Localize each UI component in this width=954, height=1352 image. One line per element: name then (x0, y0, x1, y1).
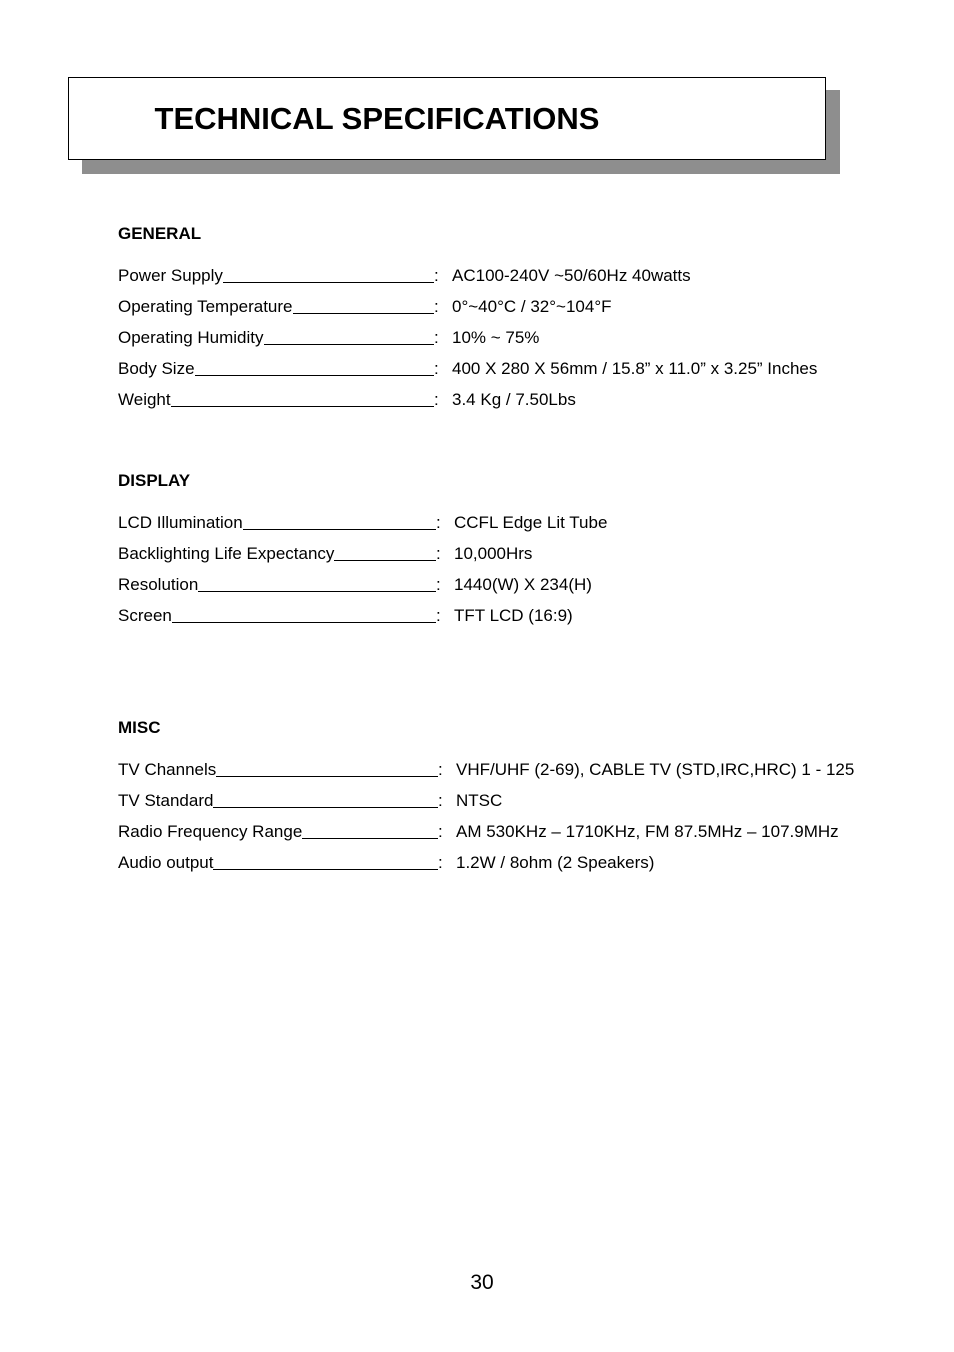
spec-label: Operating Temperature (118, 297, 293, 316)
title-box (68, 77, 826, 160)
separator: : (436, 606, 441, 625)
spec-row (118, 317, 817, 348)
separator: : (438, 760, 443, 779)
spec-value: AM 530KHz – 1710KHz, FM 87.5MHz – 107.9MHz (456, 822, 839, 841)
spec-value: 10,000Hrs (454, 544, 533, 563)
spec-row (118, 811, 854, 842)
spec-value: NTSC (456, 791, 503, 810)
leader-line (195, 375, 434, 376)
spec-row (118, 595, 607, 626)
spec-label: Audio output (118, 853, 214, 872)
spec-label: Weight (118, 390, 171, 409)
spec-label: Backlighting Life Expectancy (118, 544, 335, 563)
spec-row (118, 255, 817, 286)
spec-label: TV Channels (118, 760, 217, 779)
separator: : (438, 791, 443, 810)
spec-label: Operating Humidity (118, 328, 264, 347)
spec-value: CCFL Edge Lit Tube (454, 513, 608, 532)
spec-value: 1440(W) X 234(H) (454, 575, 592, 594)
spec-label: Resolution (118, 575, 199, 594)
separator: : (438, 853, 443, 872)
spec-row (118, 348, 817, 379)
leader-line (172, 622, 436, 623)
spec-row (118, 502, 607, 533)
spec-label: Screen (118, 606, 172, 625)
page-title: TECHNICAL SPECIFICATIONS (154, 100, 600, 136)
separator: : (434, 297, 439, 316)
separator: : (436, 513, 441, 532)
spec-value: 0°~40°C / 32°~104°F (452, 297, 612, 316)
spec-row (118, 533, 607, 564)
page-number: 30 (470, 1271, 494, 1294)
separator: : (434, 359, 439, 378)
section-misc (118, 718, 854, 873)
separator: : (434, 266, 439, 285)
section-heading: MISC (118, 718, 161, 737)
separator: : (436, 544, 441, 563)
leader-line (223, 282, 434, 283)
leader-line (264, 344, 434, 345)
spec-value: TFT LCD (16:9) (454, 606, 573, 625)
spec-label: Power Supply (118, 266, 223, 285)
spec-value: 1.2W / 8ohm (2 Speakers) (456, 853, 655, 872)
leader-line (293, 313, 434, 314)
spec-row (118, 286, 817, 317)
spec-value: 400 X 280 X 56mm / 15.8” x 11.0” x 3.25” Inches (452, 359, 818, 378)
separator: : (436, 575, 441, 594)
leader-line (243, 529, 436, 530)
spec-value: VHF/UHF (2-69), CABLE TV (STD,IRC,HRC) 1 - 125 (456, 760, 855, 779)
leader-line (213, 869, 438, 870)
spec-row (118, 749, 854, 780)
separator: : (438, 822, 443, 841)
spec-row (118, 379, 817, 410)
separator: : (434, 390, 439, 409)
spec-label: LCD Illumination (118, 513, 243, 532)
leader-line (216, 776, 438, 777)
spec-label: TV Standard (118, 791, 214, 810)
leader-line (171, 406, 434, 407)
section-heading: DISPLAY (118, 471, 191, 490)
spec-row (118, 780, 854, 811)
spec-row (118, 842, 854, 873)
spec-row (118, 564, 607, 595)
section-heading: GENERAL (118, 224, 202, 243)
spec-value: 10% ~ 75% (452, 328, 540, 347)
leader-line (198, 591, 436, 592)
section-general (118, 224, 817, 410)
spec-label: Radio Frequency Range (118, 822, 303, 841)
leader-line (302, 838, 438, 839)
separator: : (434, 328, 439, 347)
spec-value: AC100-240V ~50/60Hz 40watts (452, 266, 691, 285)
spec-label: Body Size (118, 359, 195, 378)
leader-line (213, 807, 438, 808)
section-display (118, 471, 607, 626)
spec-value: 3.4 Kg / 7.50Lbs (452, 390, 576, 409)
leader-line (334, 560, 436, 561)
